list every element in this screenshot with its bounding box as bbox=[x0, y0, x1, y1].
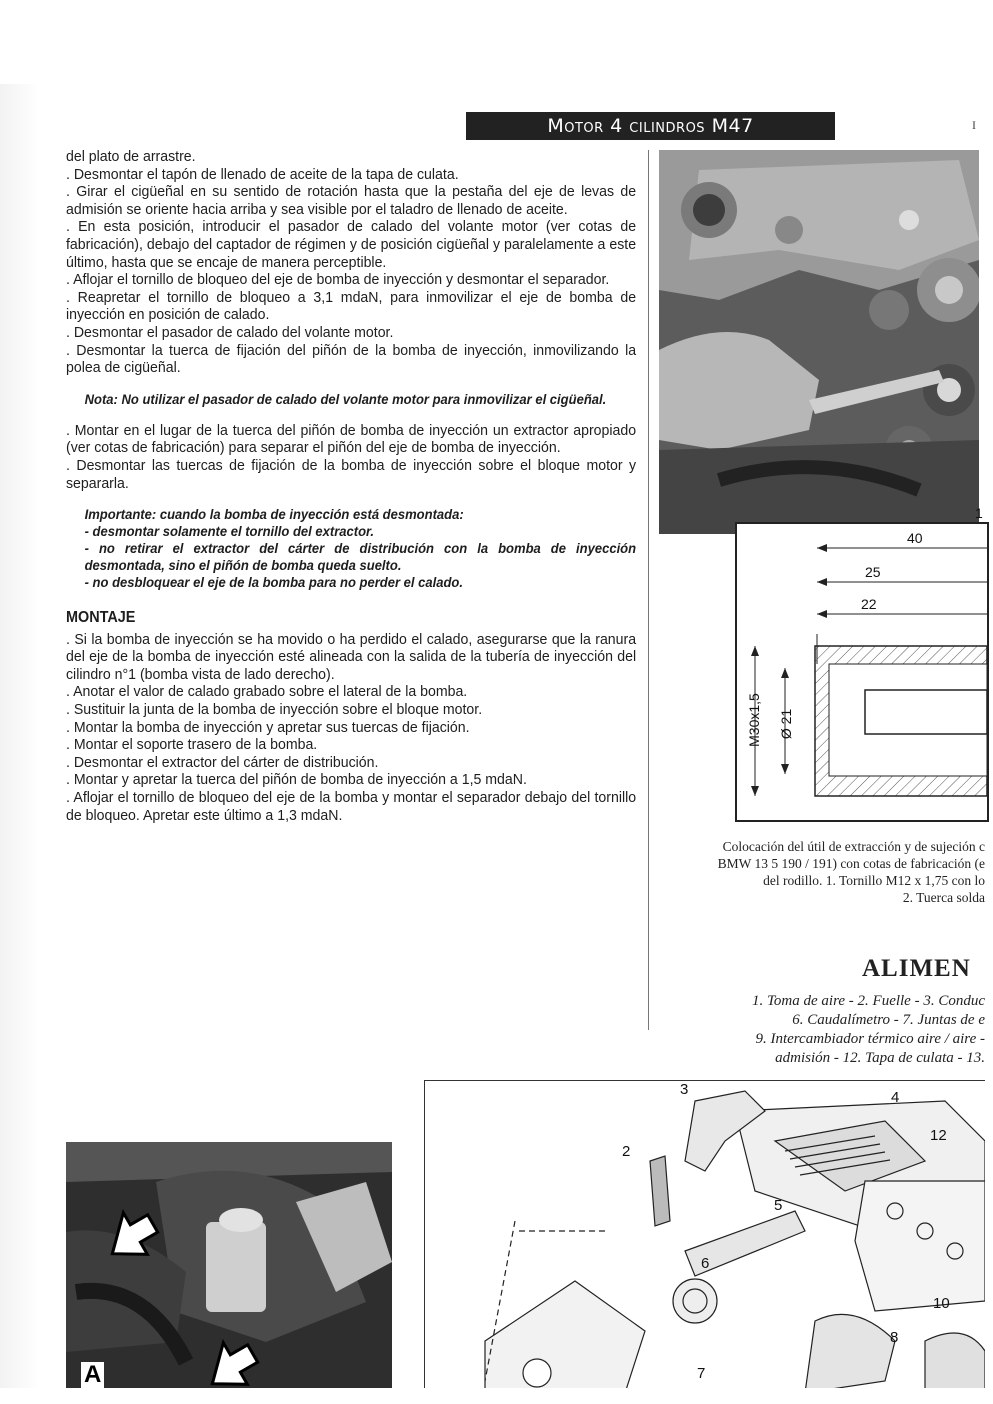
engine-bay-drawing bbox=[66, 1142, 392, 1392]
dimension-diameter: Ø 21 bbox=[778, 708, 795, 740]
diagram-label: 5 bbox=[774, 1197, 783, 1214]
diagram-label: 4 bbox=[891, 1089, 900, 1106]
diagram-label: 2 bbox=[622, 1143, 631, 1160]
paragraph: . Girar el cigüeñal en su sentido de rotación hasta que la pestaña del eje de levas de admisión se oriente hacia arriba y sea visible por el taladro de llenado de aceite. bbox=[66, 183, 637, 218]
diagram-label: 3 bbox=[680, 1081, 689, 1098]
dimension-25: 25 bbox=[865, 564, 881, 580]
intake-exploded-diagram bbox=[424, 1080, 985, 1393]
diagram-label: 7 bbox=[697, 1365, 706, 1382]
important-item: - desmontar solamente el tornillo del extractor. bbox=[84, 523, 375, 540]
paragraph: . Si la bomba de inyección se ha movido o ha perdido el calado, asegurarse que la ranura del eje de la bomba de inyección esté alineada con la salida de la tubería de inyección del cilindro n°1 (bomba vista de lado derecho). bbox=[66, 630, 637, 683]
paragraph: . Desmontar el extractor del cárter de distribución. bbox=[66, 753, 379, 771]
paragraph: . Desmontar el tapón de llenado de aceite de la tapa de culata. bbox=[66, 165, 459, 183]
paragraph: . Montar en el lugar de la tuerca del piñón de bomba de inyección un extractor apropiado (ver cotas de fabricación) para separar el piñón del eje de bomba de inyección. bbox=[66, 421, 637, 457]
engine-photo-drawing bbox=[659, 150, 979, 534]
dimension-thread: M30x1,5 bbox=[745, 693, 762, 747]
diagram-label: 8 bbox=[890, 1329, 899, 1346]
paragraph: del plato de arrastre. bbox=[66, 148, 196, 165]
legend-line: 9. Intercambiador térmico aire / aire - bbox=[755, 1031, 985, 1047]
diagram-label: 6 bbox=[701, 1255, 710, 1272]
montaje-heading: MONTAJE bbox=[66, 609, 136, 627]
page-mark: I bbox=[972, 118, 976, 132]
column-divider bbox=[648, 150, 649, 1030]
tool-dimension-drawing bbox=[735, 522, 989, 822]
caption-line: 2. Tuerca solda bbox=[902, 890, 985, 905]
left-text-column bbox=[66, 148, 636, 824]
diagram-label: 12 bbox=[930, 1127, 947, 1144]
paragraph: . Desmontar las tuercas de fijación de la bomba de inyección sobre el bloque motor y separarla. bbox=[66, 456, 637, 492]
dimension-40: 40 bbox=[907, 530, 923, 546]
section-header bbox=[466, 112, 835, 140]
figure-caption bbox=[655, 838, 985, 906]
dimension-22: 22 bbox=[861, 596, 877, 612]
legend-line: 1. Toma de aire - 2. Fuelle - 3. Conduc bbox=[751, 993, 985, 1009]
paragraph: . Anotar el valor de calado grabado sobre el lateral de la bomba. bbox=[66, 683, 468, 701]
paragraph: . Aflojar el tornillo de bloqueo del eje de bomba de inyección y desmontar el separador. bbox=[66, 271, 610, 289]
page-bottom-edge bbox=[0, 1388, 993, 1404]
caption-line: del rodillo. 1. Tornillo M12 x 1,75 con lo bbox=[763, 873, 985, 888]
legend-line: 6. Caudalímetro - 7. Juntas de e bbox=[792, 1012, 985, 1028]
note: Nota: No utilizar el pasador de calado del volante motor para inmovilizar el cigüeñal. bbox=[84, 390, 607, 407]
paragraph: . Desmontar la tuerca de fijación del piñón de la bomba de inyección, inmovilizando la polea de cigüeñal. bbox=[66, 341, 637, 377]
caption-line: Colocación del útil de extracción y de sujeción c bbox=[722, 839, 985, 854]
caption-line: BMW 13 5 190 / 191) con cotas de fabricación (e bbox=[717, 856, 985, 871]
paragraph: . En esta posición, introducir el pasador de calado del volante motor (ver cotas de fabricación), debajo del captador de régimen y de posición cigüeñal y paralelamente a este último, hasta que se encaje de manera perceptible. bbox=[66, 218, 637, 271]
page-spine-shadow bbox=[0, 84, 40, 1404]
important-item: - no retirar el extractor del cárter de distribución con la bomba de inyección desmontada, sino el piñón de bomba queda suelto. bbox=[84, 540, 637, 574]
paragraph: . Montar la bomba de inyección y apretar sus tuercas de fijación. bbox=[66, 718, 470, 736]
alimentacion-title: ALIMEN bbox=[862, 955, 971, 982]
section-header-title: Motor 4 cilindros M47 bbox=[547, 115, 754, 137]
engine-bay-photo bbox=[66, 1142, 392, 1392]
paragraph: . Montar el soporte trasero de la bomba. bbox=[66, 736, 318, 754]
engine-photo bbox=[659, 150, 979, 534]
paragraph: . Desmontar el pasador de calado del volante motor. bbox=[66, 323, 394, 341]
callout-1: 1 bbox=[975, 505, 983, 521]
diagram-label: 10 bbox=[933, 1295, 950, 1312]
photo-a-label: A bbox=[81, 1362, 104, 1388]
paragraph: . Sustituir la junta de la bomba de inyección sobre el bloque motor. bbox=[66, 701, 483, 719]
paragraph: . Reapretar el tornillo de bloqueo a 3,1 mdaN, para inmovilizar el eje de bomba de inyección en posición de calado. bbox=[66, 288, 637, 324]
legend-line: admisión - 12. Tapa de culata - 13. bbox=[775, 1050, 985, 1066]
paragraph: . Montar y apretar la tuerca del piñón de bomba de inyección a 1,5 mdaN. bbox=[66, 771, 527, 789]
important-heading: Importante: cuando la bomba de inyección está desmontada: bbox=[84, 506, 464, 523]
tool-drawing-svg bbox=[737, 524, 987, 820]
alimentacion-legend bbox=[655, 992, 985, 1068]
intake-diagram-svg bbox=[425, 1081, 985, 1393]
important-item: - no desbloquear el eje de la bomba para no perder el calado. bbox=[84, 574, 464, 591]
paragraph: . Aflojar el tornillo de bloqueo del eje de la bomba y montar el separador debajo del tornillo de bloqueo. Apretar este último a 1,3 mdaN. bbox=[66, 789, 637, 824]
